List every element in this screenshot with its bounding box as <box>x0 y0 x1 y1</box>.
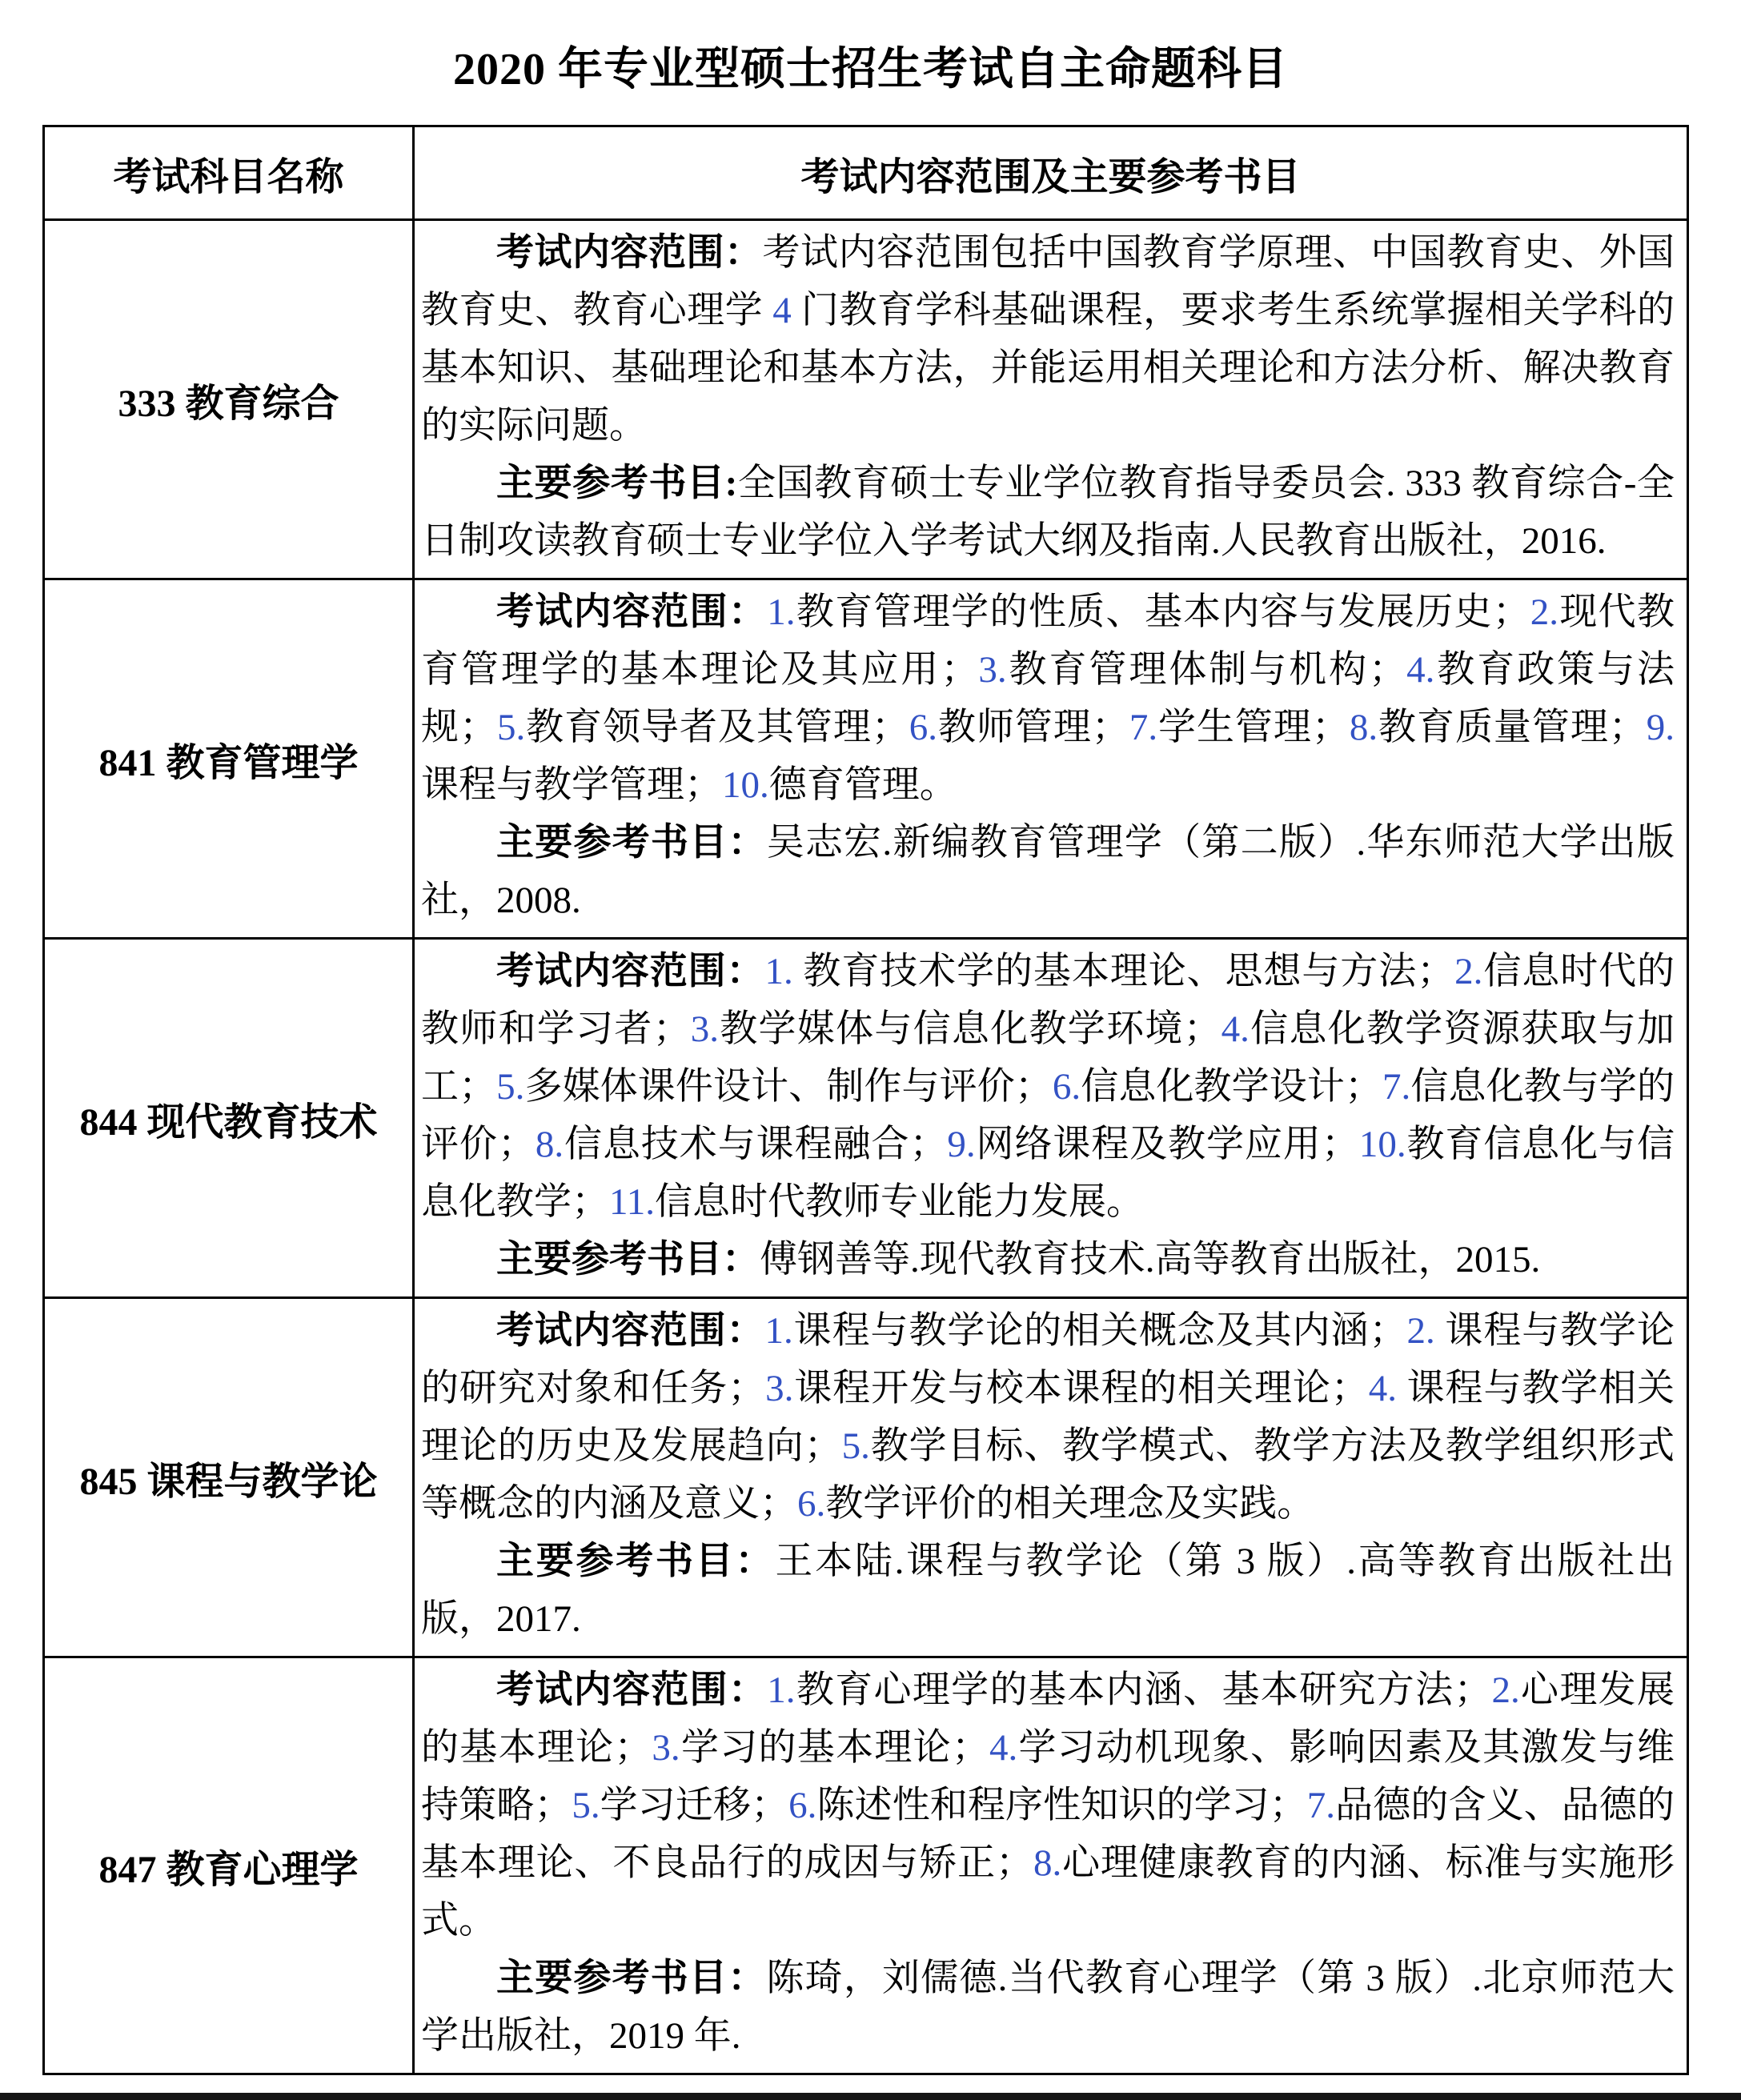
subjects-table <box>42 125 1689 2075</box>
body-text: 陈琦，刘儒德.当代教育心理学（第 3 版）.北京师范大学出版社，2019 年. <box>421 1958 1675 2057</box>
content-cell <box>414 939 1688 1298</box>
content-paragraph <box>421 814 1675 929</box>
body-text: 课程开发与校本课程的相关理论； <box>793 1368 1369 1409</box>
content-cell <box>414 1657 1688 2074</box>
body-text: 教育管理体制与机构； <box>1006 649 1407 691</box>
list-number: 2. <box>1454 951 1483 992</box>
page-title: 2020 年专业型硕士招生考试自主命题科目 <box>453 45 1288 94</box>
run-in-label: 考试内容范围： <box>496 591 768 633</box>
list-number: 4. <box>1368 1368 1398 1409</box>
body-text: 门教育学科基础课程，要求考生系统掌握相关学科的基本知识、基础理论和基本方法，并能运用相关理论和方法分析、解决教育的实际问题。 <box>421 290 1675 447</box>
list-number: 5. <box>572 1785 600 1826</box>
list-number: 4. <box>1406 649 1435 691</box>
list-number: 5. <box>496 707 526 748</box>
body-text: 心理发展的基本理论； <box>421 1669 1675 1769</box>
list-number: 6. <box>909 707 938 748</box>
body-text: 课程与教学论的研究对象和任务； <box>421 1310 1675 1409</box>
body-text: 教育管理学的性质、基本内容与发展历史； <box>795 591 1530 633</box>
list-number: 3. <box>978 649 1007 691</box>
run-in-label: 考试内容范围： <box>496 1669 768 1711</box>
list-number: 5. <box>496 1066 525 1108</box>
header-content-scope: 考试内容范围及主要参考书目 <box>414 126 1688 220</box>
list-number: 2. <box>1491 1669 1520 1711</box>
body-text: 德育管理。 <box>768 764 957 806</box>
body-text: 心理健康教育的内涵、标准与实施形式。 <box>421 1842 1675 1942</box>
body-text: 考试内容范围包括中国教育学原理、中国教育史、外国教育史、教育心理学 <box>421 232 1675 331</box>
header-row <box>44 126 1688 220</box>
subject-name-cell: 845 课程与教学论 <box>44 1298 414 1657</box>
list-number: 11. <box>609 1181 656 1223</box>
body-text: 教育技术学的基本理论、思想与方法； <box>792 951 1455 992</box>
list-number: 4. <box>1221 1008 1250 1050</box>
list-number: 8. <box>1033 1842 1062 1884</box>
body-text: 信息化教学设计； <box>1081 1066 1382 1108</box>
document-page <box>0 34 1741 2100</box>
table-body <box>44 220 1688 2074</box>
content-paragraph <box>421 1950 1675 2065</box>
run-in-label: 主要参考书目： <box>496 1541 776 1582</box>
list-number: 2. <box>1406 1310 1435 1352</box>
run-in-label: 考试内容范围： <box>496 232 763 274</box>
table-row <box>44 939 1688 1298</box>
table-row <box>44 579 1688 939</box>
body-text: 品德的含义、品德的基本理论、不良品行的成因与矫正； <box>421 1785 1675 1884</box>
run-in-label: 考试内容范围： <box>496 951 765 992</box>
body-text: 教育政策与法规； <box>421 649 1675 748</box>
content-cell <box>414 1298 1688 1657</box>
list-number: 1. <box>764 1310 793 1352</box>
list-number: 10. <box>1358 1124 1406 1165</box>
list-number: 1. <box>767 591 796 633</box>
content-paragraph <box>421 583 1675 814</box>
list-number: 4 <box>772 290 792 331</box>
list-number: 10. <box>722 764 769 806</box>
run-in-label: 考试内容范围： <box>496 1310 765 1352</box>
body-text: 王本陆.课程与教学论（第 3 版）.高等教育出版社出版，2017. <box>421 1541 1675 1640</box>
list-number: 8. <box>535 1124 564 1165</box>
body-text: 学生管理； <box>1157 707 1350 748</box>
list-number: 6. <box>1052 1066 1081 1108</box>
header-subject-name: 考试科目名称 <box>44 126 414 220</box>
body-text: 信息时代教师专业能力发展。 <box>655 1181 1145 1223</box>
list-number: 3. <box>652 1727 680 1769</box>
list-number: 4. <box>989 1727 1018 1769</box>
body-text: 信息时代的教师和学习者； <box>421 951 1675 1050</box>
subject-name-cell: 844 现代教育技术 <box>44 939 414 1298</box>
list-number: 7. <box>1382 1066 1411 1108</box>
body-text: 信息技术与课程融合； <box>564 1124 948 1165</box>
run-in-label: 主要参考书目： <box>496 1239 760 1280</box>
body-text: 教学评价的相关理念及实践。 <box>825 1483 1315 1525</box>
list-number: 3. <box>765 1368 794 1409</box>
table-row <box>44 1657 1688 2074</box>
body-text: 信息化教学资源获取与加工； <box>421 1008 1675 1108</box>
content-paragraph <box>421 1661 1675 1950</box>
content-paragraph <box>421 455 1675 570</box>
content-paragraph <box>421 943 1675 1231</box>
content-paragraph <box>421 1302 1675 1533</box>
body-text: 学习动机现象、影响因素及其激发与维持策略； <box>421 1727 1675 1826</box>
list-number: 3. <box>690 1008 719 1050</box>
body-text: 教育质量管理； <box>1378 707 1647 748</box>
list-number: 1. <box>767 1669 796 1711</box>
content-paragraph <box>421 1533 1675 1648</box>
run-in-label: 主要参考书目： <box>496 822 767 864</box>
list-number: 2. <box>1530 591 1559 633</box>
body-text: 网络课程及教学应用； <box>975 1124 1359 1165</box>
body-text: 教育信息化与信息化教学； <box>421 1124 1675 1223</box>
content-paragraph <box>421 1231 1675 1288</box>
bottom-window-edge <box>0 2093 1741 2100</box>
body-text: 教育领导者及其管理； <box>525 707 909 748</box>
body-text: 吴志宏.新编教育管理学（第二版）.华东师范大学出版社，2008. <box>421 822 1675 921</box>
table-row <box>44 1298 1688 1657</box>
body-text: 学习迁移； <box>600 1785 789 1826</box>
list-number: 7. <box>1306 1785 1336 1826</box>
body-text: 学习的基本理论； <box>680 1727 989 1769</box>
body-text: 傅钢善等.现代教育技术.高等教育出版社，2015. <box>760 1239 1541 1280</box>
content-paragraph <box>421 224 1675 455</box>
body-text: 陈述性和程序性知识的学习； <box>816 1785 1307 1826</box>
content-cell <box>414 579 1688 939</box>
body-text: 全国教育硕士专业学位教育指导委员会. 333 教育综合-全日制攻读教育硕士专业学位入学考试大纲及指南.人民教育出版社，2016. <box>421 463 1675 562</box>
body-text: 教学媒体与信息化教学环境； <box>718 1008 1222 1050</box>
list-number: 6. <box>797 1483 826 1525</box>
body-text: 课程与教学管理； <box>421 764 722 806</box>
body-text: 现代教育管理学的基本理论及其应用； <box>421 591 1675 691</box>
list-number: 7. <box>1129 707 1158 748</box>
list-number: 8. <box>1349 707 1378 748</box>
run-in-label: 主要参考书目: <box>496 463 738 504</box>
subject-name-cell: 333 教育综合 <box>44 220 414 579</box>
body-text: 多媒体课件设计、制作与评价； <box>524 1066 1053 1108</box>
subject-name-cell: 841 教育管理学 <box>44 579 414 939</box>
list-number: 9. <box>1646 707 1675 748</box>
body-text: 教学目标、教学模式、教学方法及教学组织形式等概念的内涵及意义； <box>421 1425 1675 1525</box>
list-number: 6. <box>788 1785 817 1826</box>
body-text: 信息化教与学的评价； <box>421 1066 1675 1165</box>
list-number: 9. <box>947 1124 976 1165</box>
subject-name-cell: 847 教育心理学 <box>44 1657 414 2074</box>
body-text: 教师管理； <box>937 707 1129 748</box>
list-number: 1. <box>764 951 793 992</box>
run-in-label: 主要参考书目： <box>496 1958 767 1999</box>
body-text: 课程与教学论的相关概念及其内涵； <box>792 1310 1407 1352</box>
body-text: 教育心理学的基本内涵、基本研究方法； <box>795 1669 1492 1711</box>
content-cell <box>414 220 1688 579</box>
table-row <box>44 220 1688 579</box>
body-text: 课程与教学相关理论的历史及发展趋向； <box>421 1368 1675 1467</box>
list-number: 5. <box>841 1425 870 1467</box>
